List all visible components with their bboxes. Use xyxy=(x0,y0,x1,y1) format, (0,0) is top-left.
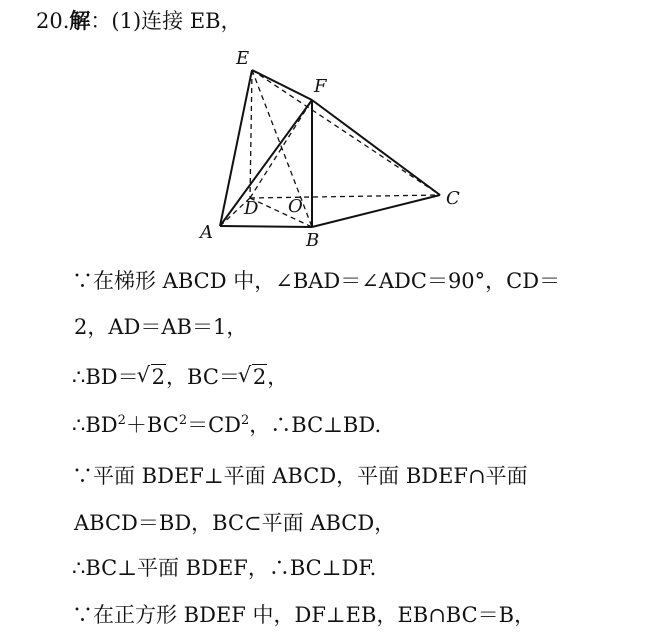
heading-text: ：(1)连接 EB， xyxy=(90,9,242,33)
proof-line-8: ∵在正方形 BDEF 中，DF⊥EB，EB∩BC＝B， xyxy=(72,603,536,627)
edge-DF xyxy=(250,100,312,198)
label-A: A xyxy=(200,222,213,243)
solution-heading xyxy=(36,6,645,36)
cd-term: ＝CD xyxy=(187,413,241,437)
sqrt-bc xyxy=(242,362,267,392)
label-B: B xyxy=(306,230,320,250)
edge-DC xyxy=(250,195,440,198)
solution-label: 解 xyxy=(69,8,91,33)
edge-EC xyxy=(252,70,440,195)
edge-AB xyxy=(220,226,312,227)
line-4-conclusion: ，∴BC⊥BD. xyxy=(249,413,382,437)
proof-line-3 xyxy=(72,362,645,392)
proof-line-7: ∴BC⊥平面 BDEF，∴BC⊥DF. xyxy=(72,556,377,580)
bd-exponent: 2 xyxy=(117,413,126,428)
proof-line-1: ∵在梯形 ABCD 中，∠BAD＝∠ADC＝90°，CD＝ xyxy=(72,269,561,293)
label-D: D xyxy=(244,198,259,219)
proof-line-6: ABCD＝BD，BC⊂平面 ABCD， xyxy=(74,511,396,535)
cd-exponent: 2 xyxy=(241,413,250,428)
sqrt-bd xyxy=(141,362,166,392)
edge-FC xyxy=(312,100,440,195)
edge-BC xyxy=(312,195,440,227)
label-O: O xyxy=(288,196,303,217)
label-C: C xyxy=(446,188,460,209)
proof-line-5: ∵平面 BDEF⊥平面 ABCD，平面 BDEF∩平面 xyxy=(72,464,528,488)
bd-term: ∴BD xyxy=(72,413,118,437)
edge-EF xyxy=(252,70,312,100)
line-3-end: ， xyxy=(267,365,289,389)
sqrt-bd-value: 2 xyxy=(151,365,166,389)
label-E: E xyxy=(236,48,250,69)
bc-exponent: 2 xyxy=(178,413,188,428)
bc-equals: ，BC＝ xyxy=(166,365,240,389)
problem-number: 20. xyxy=(36,9,70,33)
bd-equals: ∴BD＝ xyxy=(72,365,139,389)
pyramid-figure xyxy=(190,40,480,250)
label-F: F xyxy=(314,76,327,97)
bc-term: ＋BC xyxy=(125,413,179,437)
edge-ED xyxy=(250,70,252,198)
sqrt-bc-value: 2 xyxy=(252,365,267,389)
proof-line-2: 2，AD＝AB＝1， xyxy=(74,315,248,339)
proof-line-4 xyxy=(72,410,645,440)
